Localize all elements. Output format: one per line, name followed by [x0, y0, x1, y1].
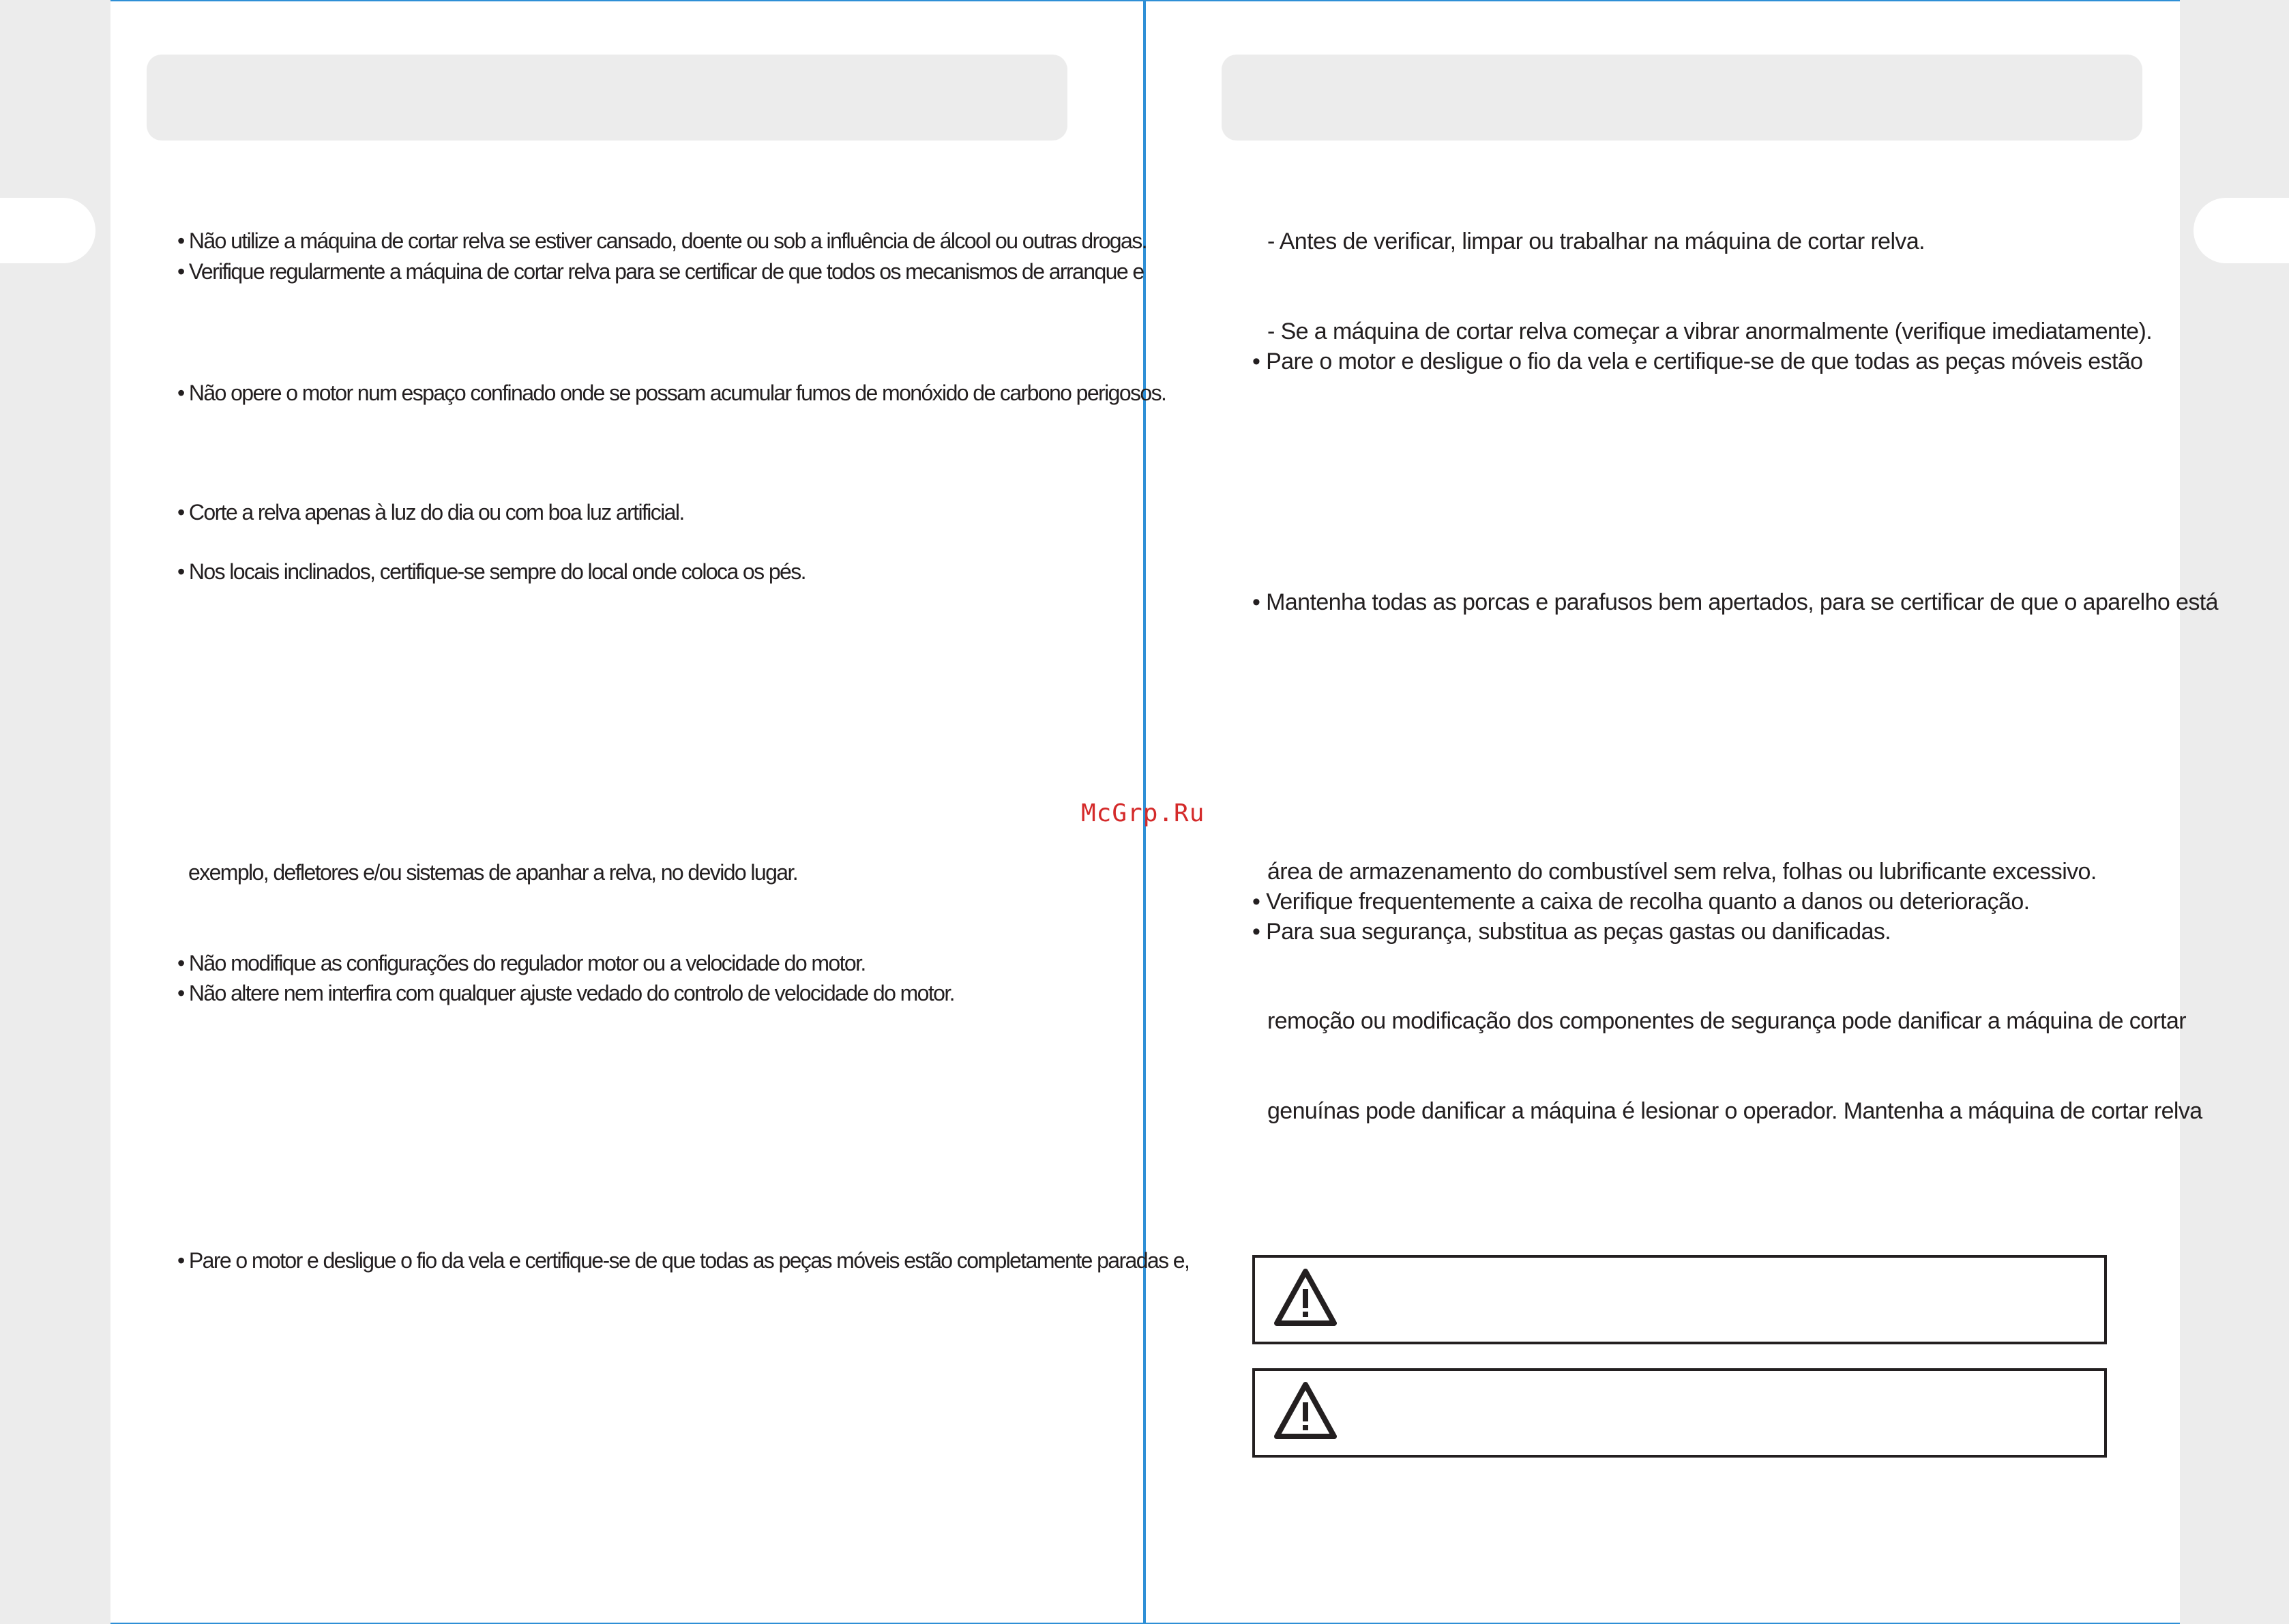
text-line: • Mantenha todas as porcas e parafusos bem apertados, para se certificar de que o aparelho está [1252, 589, 2218, 615]
text-line: • Nos locais inclinados, certifique-se sempre do local onde coloca os pés. [177, 559, 806, 584]
text-line: • Pare o motor e desligue o fio da vela e certifique-se de que todas as peças móveis estão completamente paradas e, [177, 1248, 1190, 1273]
watermark: McGrp.Ru [1081, 799, 1205, 827]
text-line: • Pare o motor e desligue o fio da vela e certifique-se de que todas as peças móveis estão [1252, 349, 2143, 374]
text-line: • Verifique frequentemente a caixa de recolha quanto a danos ou deterioração. [1252, 889, 2030, 915]
text-line: • Não utilize a máquina de cortar relva se estiver cansado, doente ou sob a influência de álcool ou outras drogas. [177, 228, 1147, 253]
text-line: - Antes de verificar, limpar ou trabalhar na máquina de cortar relva. [1267, 228, 1925, 254]
text-line: - Se a máquina de cortar relva começar a vibrar anormalmente (verifique imediatamente). [1267, 319, 2153, 344]
warning-box [1252, 1368, 2107, 1458]
text-line: • Não modifique as configurações do regulador motor ou a velocidade do motor. [177, 951, 866, 975]
left-page-tab [0, 198, 95, 263]
text-line: exemplo, defletores e/ou sistemas de apanhar a relva, no devido lugar. [188, 860, 798, 885]
text-line: genuínas pode danificar a máquina é lesionar o operador. Mantenha a máquina de cortar relva [1267, 1098, 2202, 1124]
text-line: • Para sua segurança, substitua as peças gastas ou danificadas. [1252, 919, 1891, 945]
text-line: • Corte a relva apenas à luz do dia ou com boa luz artificial. [177, 500, 684, 525]
warning-box [1252, 1255, 2107, 1344]
text-line: • Não opere o motor num espaço confinado onde se possam acumular fumos de monóxido de carbono perigosos. [177, 381, 1166, 405]
text-line: área de armazenamento do combustível sem relva, folhas ou lubrificante excessivo. [1267, 859, 2097, 885]
right-page-tab [2194, 198, 2289, 263]
warning-triangle-icon [1273, 1381, 1338, 1442]
left-header-bar [147, 55, 1067, 141]
text-line: • Não altere nem interfira com qualquer ajuste vedado do controlo de velocidade do motor. [177, 981, 954, 1005]
warning-triangle-icon [1273, 1267, 1338, 1329]
text-line: remoção ou modificação dos componentes de segurança pode danificar a máquina de cortar [1267, 1008, 2187, 1034]
text-line: • Verifique regularmente a máquina de cortar relva para se certificar de que todos os mecanismos de arranque e [177, 259, 1144, 284]
right-header-bar [1222, 55, 2142, 141]
